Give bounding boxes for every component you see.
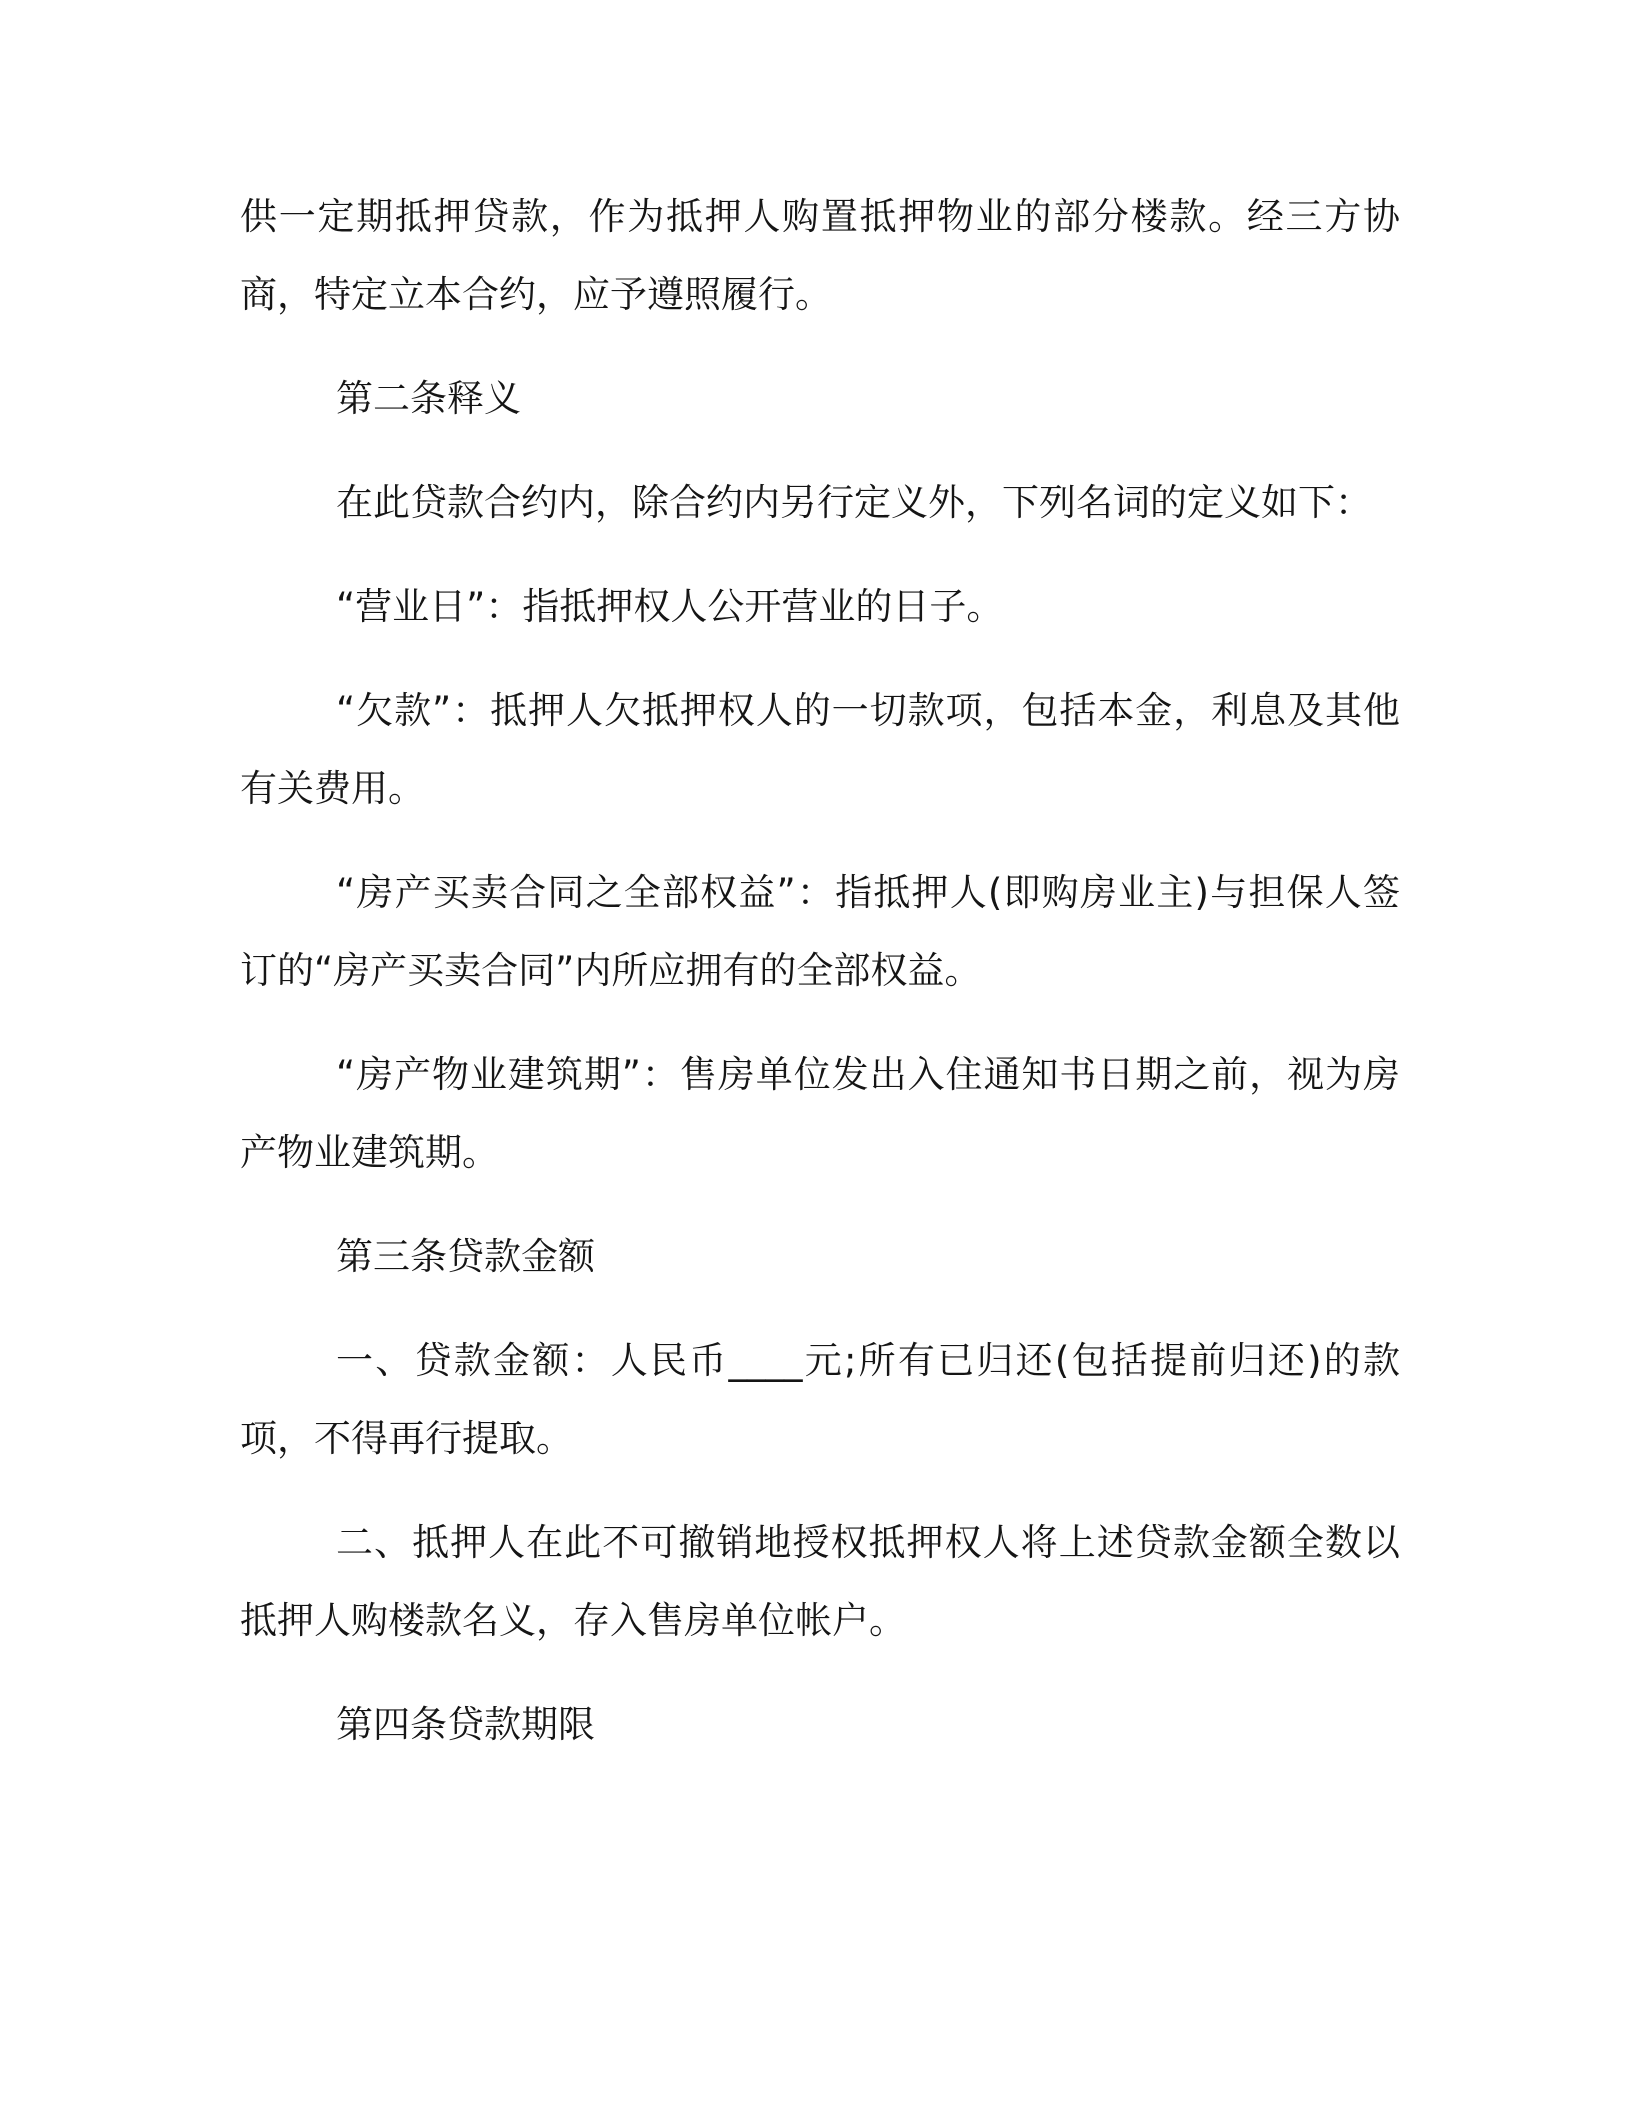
definition-construction-period: “房产物业建筑期”：售房单位发出入住通知书日期之前，视为房产物业建筑期。 — [240, 1053, 1400, 1174]
definition-contract-rights: “房产买卖合同之全部权益”：指抵押人(即购房业主)与担保人签订的“房产买卖合同”内所应拥有的全部权益。 — [240, 871, 1400, 992]
loan-amount-clause-2: 二、抵押人在此不可撤销地授权抵押权人将上述贷款金额全数以抵押人购楼款名义，存入售房单位帐户。 — [240, 1521, 1400, 1642]
paragraph-continuation: 供一定期抵押贷款，作为抵押人购置抵押物业的部分楼款。经三方协商，特定立本合约，应予遵照履行。 — [240, 195, 1400, 316]
article-3-heading: 第三条贷款金额 — [336, 1235, 595, 1278]
definition-business-day: “营业日”：指抵押权人公开营业的日子。 — [336, 585, 1004, 628]
article-4-heading: 第四条贷款期限 — [336, 1703, 595, 1746]
document-body — [240, 178, 1400, 1790]
loan-amount-clause-1: 一、贷款金额：人民币____元;所有已归还(包括提前归还)的款项，不得再行提取。 — [240, 1339, 1400, 1460]
definitions-intro: 在此贷款合约内，除合约内另行定义外，下列名词的定义如下： — [336, 481, 1372, 524]
article-2-heading: 第二条释义 — [336, 377, 521, 420]
definition-debt: “欠款”：抵押人欠抵押权人的一切款项，包括本金，利息及其他有关费用。 — [240, 689, 1400, 810]
